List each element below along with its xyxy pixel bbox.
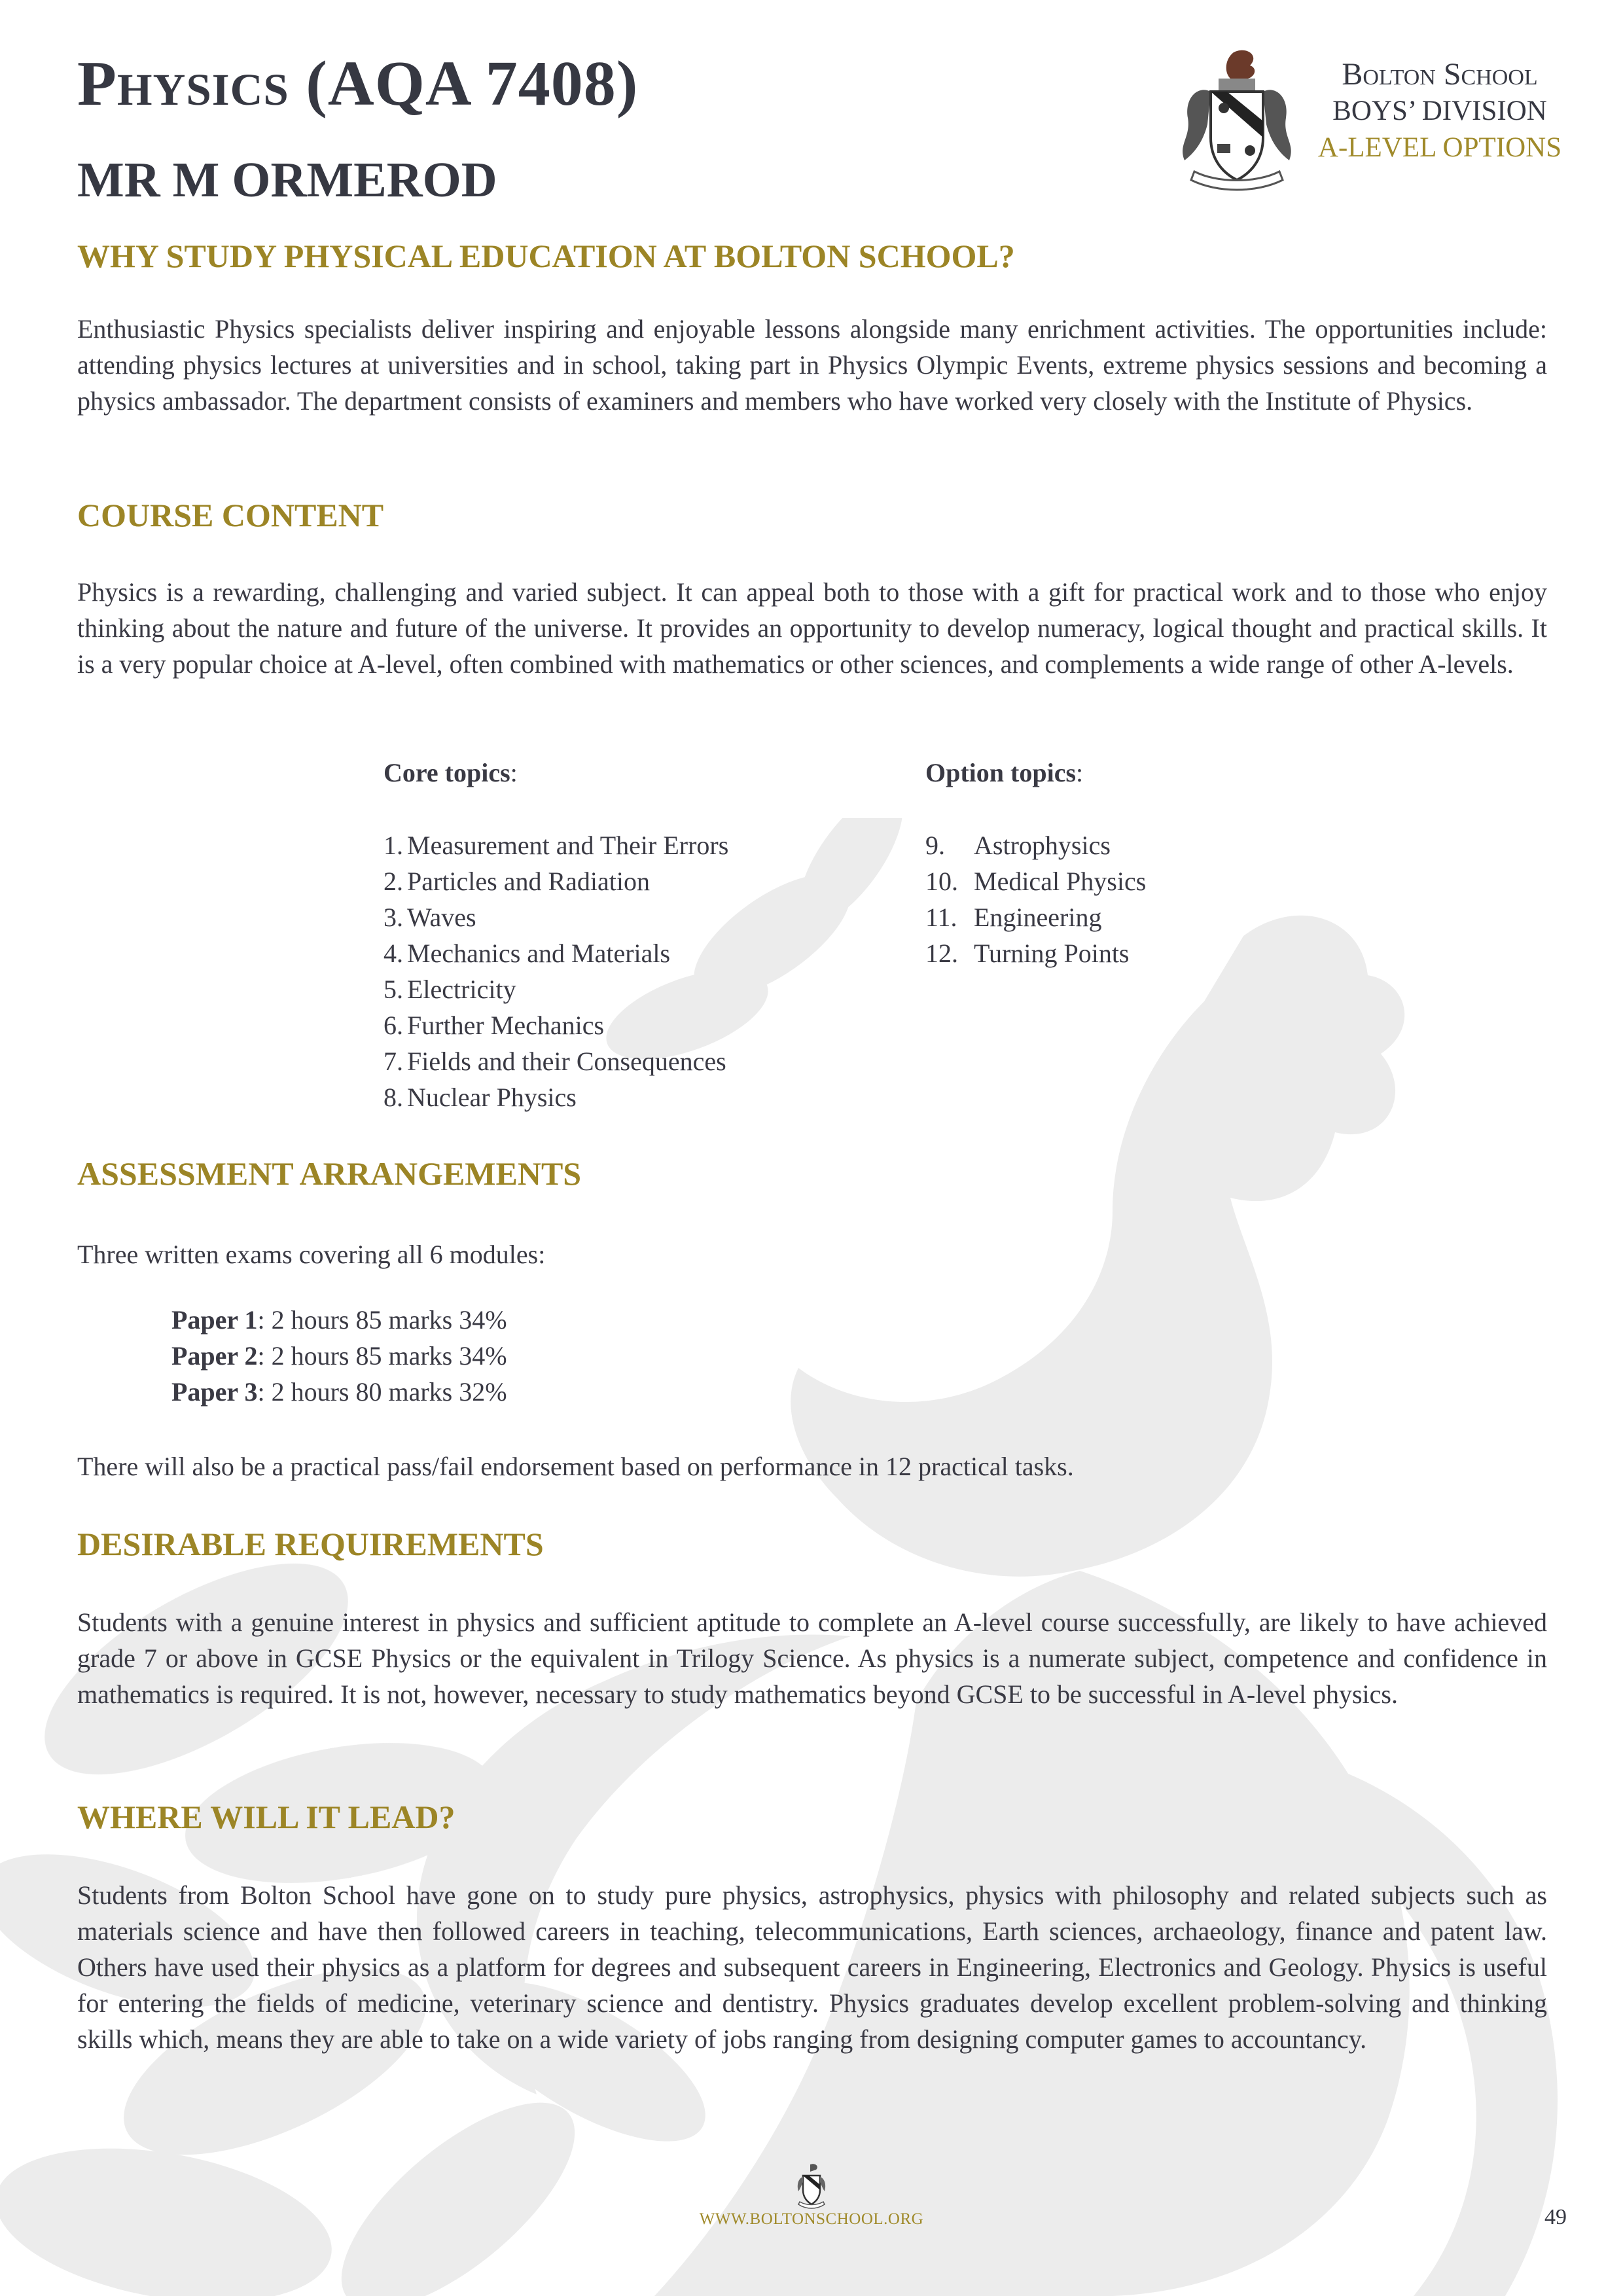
paper-item: Paper 1: 2 hours 85 marks 34% — [171, 1305, 507, 1335]
topic-label: Waves — [407, 903, 476, 932]
paper-details: 2 hours 85 marks 34% — [271, 1341, 507, 1371]
paper-name: Paper 1 — [171, 1305, 258, 1335]
option-topic-item — [925, 863, 1146, 899]
footer-website-link[interactable]: WWW.BOLTONSCHOOL.ORG — [699, 2210, 924, 2228]
topic-number: 8. — [383, 1083, 403, 1112]
topic-number: 11. — [925, 903, 957, 932]
paper-item: Paper 2: 2 hours 85 marks 34% — [171, 1341, 507, 1371]
topic-label: Medical Physics — [974, 867, 1147, 896]
topic-label: Electricity — [407, 975, 516, 1004]
school-crest-icon — [1171, 46, 1302, 196]
paper-name: Paper 3 — [171, 1377, 258, 1407]
topic-number: 10. — [925, 867, 958, 896]
core-topic-item — [383, 1007, 728, 1043]
topic-number: 9. — [925, 831, 945, 860]
paper-name: Paper 2 — [171, 1341, 258, 1371]
option-topics-list — [925, 827, 1146, 971]
option-topic-item — [925, 899, 1146, 935]
core-topic-item — [383, 935, 728, 971]
core-topics-list — [383, 827, 728, 1115]
core-topics-heading: Core topics: — [383, 758, 518, 787]
course-heading: COURSE CONTENT — [77, 497, 384, 533]
topic-label: Engineering — [974, 903, 1102, 932]
core-topic-item — [383, 863, 728, 899]
page-title: Physics (AQA 7408) — [77, 48, 639, 119]
requirements-heading: DESIRABLE REQUIREMENTS — [77, 1526, 544, 1562]
option-topic-item — [925, 827, 1146, 863]
topic-label: Particles and Radiation — [407, 867, 651, 896]
topic-number: 2. — [383, 867, 403, 896]
topic-number: 6. — [383, 1011, 403, 1040]
assessment-note: There will also be a practical pass/fail endorsement based on performance in 12 practical tasks. — [77, 1452, 1074, 1481]
core-topic-item — [383, 1043, 728, 1079]
assessment-intro: Three written exams covering all 6 modules: — [77, 1240, 546, 1269]
topic-label: Further Mechanics — [407, 1011, 605, 1040]
page-number: 49 — [1544, 2205, 1567, 2229]
school-division: BOYS’ DIVISION — [1332, 96, 1547, 126]
topic-number: 12. — [925, 939, 958, 968]
school-block — [1302, 56, 1577, 166]
topic-label: Astrophysics — [974, 831, 1111, 860]
brochure-subtitle: A-LEVEL OPTIONS — [1317, 132, 1562, 163]
topic-number: 1. — [383, 831, 403, 860]
topic-number: 5. — [383, 975, 403, 1004]
paper-details: 2 hours 80 marks 32% — [271, 1377, 507, 1407]
option-topic-item — [925, 935, 1146, 971]
why-heading: WHY STUDY PHYSICAL EDUCATION AT BOLTON SCHOOL? — [77, 238, 1015, 274]
footer-crest-icon — [793, 2162, 830, 2211]
papers-list — [171, 1302, 507, 1410]
topic-label: Measurement and Their Errors — [407, 831, 729, 860]
topic-label: Nuclear Physics — [407, 1083, 577, 1112]
school-name: Bolton School — [1342, 57, 1538, 92]
core-topic-item — [383, 971, 728, 1007]
topic-label: Turning Points — [974, 939, 1130, 968]
paper-details: 2 hours 85 marks 34% — [271, 1305, 507, 1335]
paper-item: Paper 3: 2 hours 80 marks 32% — [171, 1377, 507, 1407]
topic-number: 3. — [383, 903, 403, 932]
option-topics-heading: Option topics: — [925, 758, 1084, 787]
core-topic-item — [383, 1079, 728, 1115]
requirements-text: Students with a genuine interest in physics and sufficient aptitude to complete an A-level course successfully, are likely to have achieved grade 7 or above in GCSE Physics or the equivalent in Trilogy Science. As physics is a numerate subject, competence and confidence in mathematics is required. It is not, however, necessary to study mathematics beyond GCSE to be successful in A-level physics. — [77, 1607, 1547, 1709]
lead-heading: WHERE WILL IT LEAD? — [77, 1799, 455, 1835]
why-text: Enthusiastic Physics specialists deliver inspiring and enjoyable lessons alongside many enrichment activities. The opportunities include: attending physics lectures at universities and in school, taking part in Physics Olympic Events, extreme physics sessions and becoming a physics ambassador. The department consists of examiners and members who have worked very closely with the Institute of Physics. — [77, 314, 1547, 416]
core-topic-item — [383, 899, 728, 935]
lead-text: Students from Bolton School have gone on to study pure physics, astrophysics, physics with philosophy and related subjects such as materials science and have then followed careers in teaching, telecommunications, Earth sciences, archaeology, finance and patent law. Others have used their physics as a platform for degrees and subsequent careers in Engineering, Electronics and Geology. Physics is useful for entering the fields of medicine, veterinary science and dentistry. Physics graduates develop excellent problem-solving and thinking skills which, means they are able to take on a wide variety of jobs ranging from designing computer games to accountancy. — [77, 1880, 1547, 2054]
topic-label: Mechanics and Materials — [407, 939, 671, 968]
topic-number: 4. — [383, 939, 403, 968]
topic-label: Fields and their Consequences — [407, 1047, 726, 1076]
course-text: Physics is a rewarding, challenging and varied subject. It can appeal both to those with a gift for practical work and to those who enjoy thinking about the nature and future of the universe. It provides an opportunity to develop numeracy, logical thought and practical skills. It is a very popular choice at A-level, often combined with mathematics or other sciences, and complements a wide range of other A-levels. — [77, 577, 1547, 679]
core-topic-item — [383, 827, 728, 863]
teacher-name: MR M ORMEROD — [77, 152, 497, 207]
assessment-heading: ASSESSMENT ARRANGEMENTS — [77, 1155, 582, 1192]
topic-number: 7. — [383, 1047, 403, 1076]
